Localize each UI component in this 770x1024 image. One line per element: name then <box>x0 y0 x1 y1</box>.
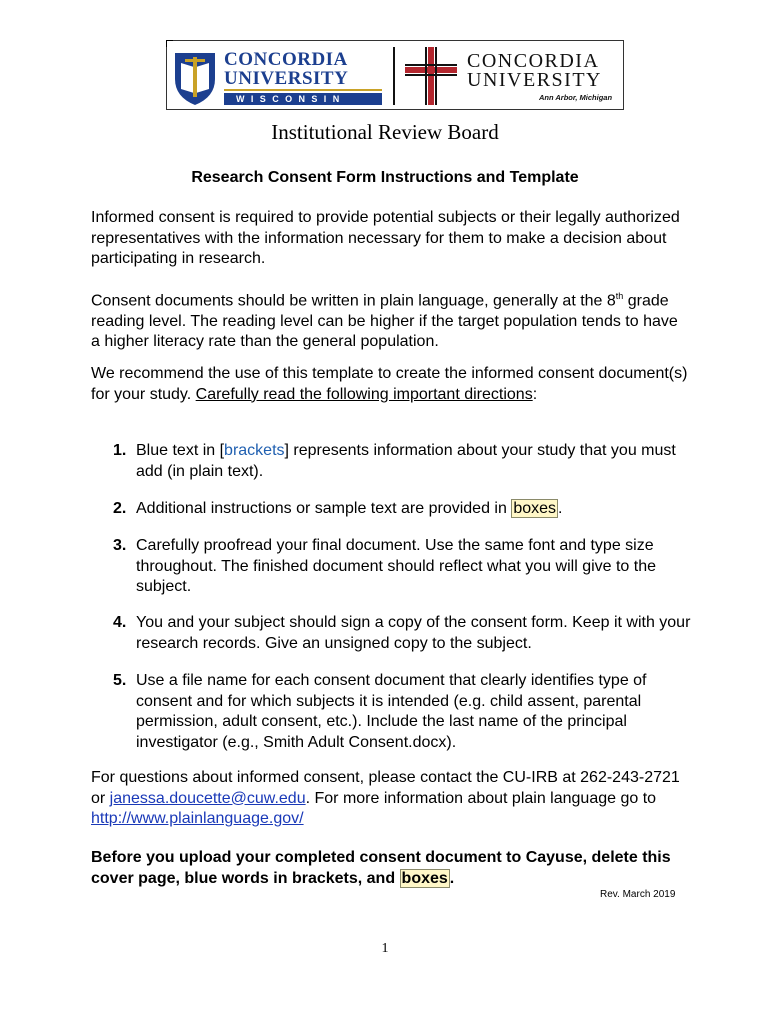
page-number: 1 <box>381 941 389 956</box>
email-link[interactable]: janessa.doucette@cuw.edu <box>109 789 306 807</box>
cross-icon <box>401 45 461 107</box>
logo-left-rule <box>224 89 382 91</box>
reading-level-paragraph: Consent documents should be written in plain language, generally at the 8th grade reading level. The reading level can be higher if the target population tends to have a higher literacy rate than the general population. <box>91 291 678 351</box>
plain-language-link[interactable]: http://www.plainlanguage.gov/ <box>91 810 304 827</box>
revision-date: Rev. March 2019 <box>600 889 676 900</box>
logo-right-line2: UNIVERSITY <box>467 69 602 91</box>
boxes-example-final: boxes <box>401 869 448 887</box>
university-logos-banner <box>166 40 624 110</box>
brackets-example: brackets <box>224 442 285 459</box>
logo-right-line3: Ann Arbor, Michigan <box>539 93 613 102</box>
form-subtitle: Research Consent Form Instructions and Template <box>191 169 579 186</box>
intro-paragraph: Informed consent is required to provide potential subjects or their legally authorized representatives with the information necessary for them to make a decision about participating in research. <box>91 209 680 267</box>
logo-left-line1: CONCORDIA <box>224 49 348 70</box>
logo-right-line1: CONCORDIA <box>467 50 600 72</box>
logo-divider <box>393 47 395 105</box>
template-paragraph: We recommend the use of this template to create the informed consent document(s) for your study. Carefully read the following important directions: <box>91 365 688 403</box>
boxes-example: boxes <box>513 500 557 517</box>
contact-paragraph: For questions about informed consent, please contact the CU-IRB at 262-243-2721 or janessa.doucette@cuw.edu. For more information about plain language go to http://www.plainlanguage.gov/ <box>91 769 680 827</box>
final-instruction: Before you upload your completed consent document to Cayuse, delete this cover page, blue words in brackets, and boxes . <box>91 849 671 887</box>
logo-left-line2: UNIVERSITY <box>224 68 349 89</box>
logo-left-line3: WISCONSIN <box>224 93 382 105</box>
page-title: Institutional Review Board <box>271 120 499 144</box>
shield-book-icon <box>171 49 219 107</box>
directions-underlined: Carefully read the following important directions <box>195 385 533 403</box>
